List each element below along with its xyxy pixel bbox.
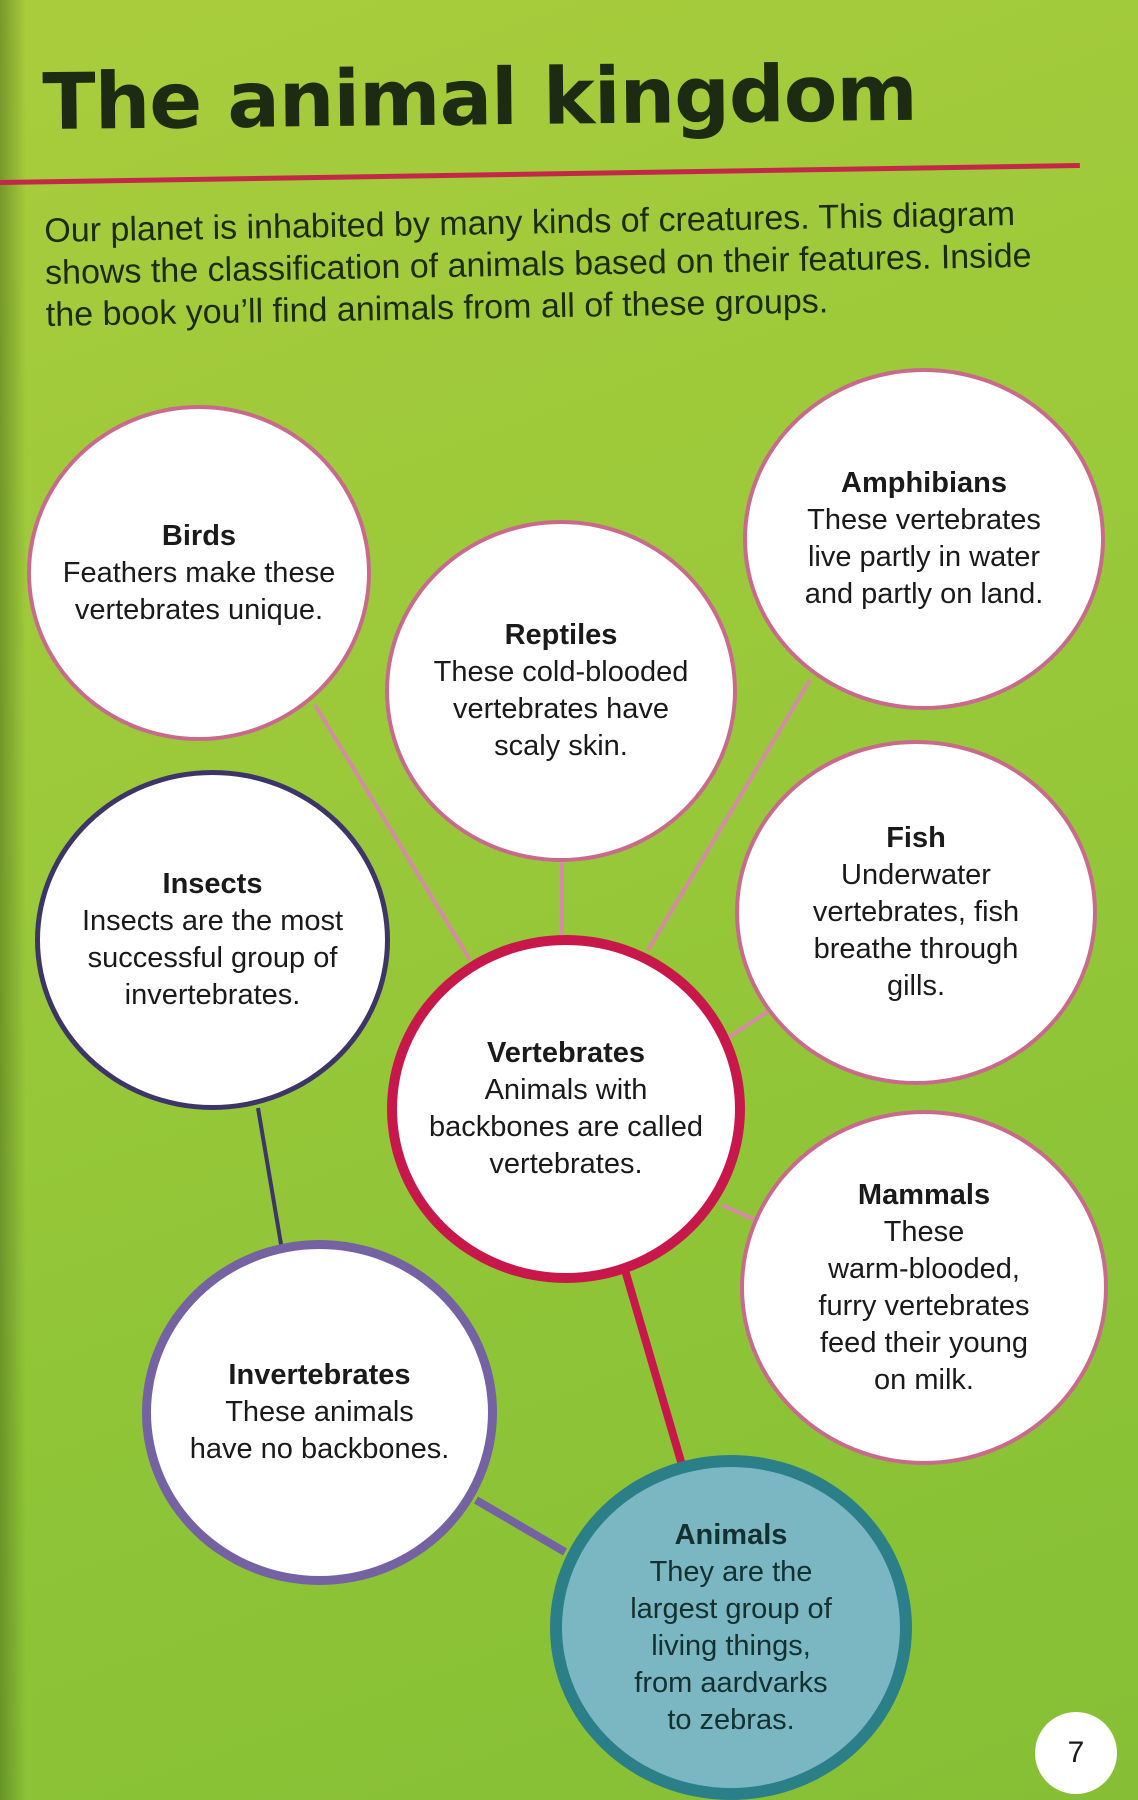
animals-node [550,1455,912,1800]
link-insects-invertebrates [258,1108,282,1250]
invertebrates-node [142,1240,497,1585]
invertebrates-name: Invertebrates [228,1359,411,1391]
mammals-description: These warm-blooded, furry vertebrates feed their young on milk. [818,1215,1030,1396]
insects-description: Insects are the most successful group of invertebrates. [81,905,344,1011]
vertebrates-description: Animals with backbones are called vertebrates. [428,1074,704,1180]
intro-paragraph: Our planet is inhabited by many kinds of creatures. This diagram shows the classification of animals based on their features. Inside the book you’ll find animals from all of these groups. [44,195,1032,334]
page-title: The animal kingdom [42,48,918,148]
link-vertebrates-animals [625,1270,682,1465]
reptiles-name: Reptiles [504,619,618,651]
birds-node [27,405,371,741]
animals-name: Animals [674,1518,788,1551]
amphibians-description: These vertebrates live partly in water and partly on land. [804,504,1044,610]
birds-name: Birds [161,519,237,552]
reptiles-description: These cold-blooded vertebrates have scaly skin. [433,656,689,762]
birds-description: Feathers make these vertebrates unique. [62,556,336,626]
insects-name: Insects [162,868,263,900]
link-invertebrates-animals [476,1500,565,1552]
fish-node [735,740,1097,1085]
page-number: 7 [1035,1712,1117,1794]
vertebrates-name: Vertebrates [487,1037,645,1069]
invertebrates-description: These animals have no backbones. [189,1396,450,1465]
mammals-node [740,1110,1108,1465]
fish-name: Fish [886,822,946,854]
reptiles-node [385,520,737,862]
insects-node [35,770,390,1110]
link-fish-vertebrates [728,1010,770,1038]
amphibians-node [743,368,1105,710]
mammals-name: Mammals [857,1178,991,1211]
fish-description: Underwater vertebrates, fish breathe through gills. [812,859,1020,1002]
animals-description: They are the largest group of living things, from aardvarks to zebras. [630,1555,832,1736]
vertebrates-node [387,935,745,1283]
amphibians-name: Amphibians [841,467,1007,499]
